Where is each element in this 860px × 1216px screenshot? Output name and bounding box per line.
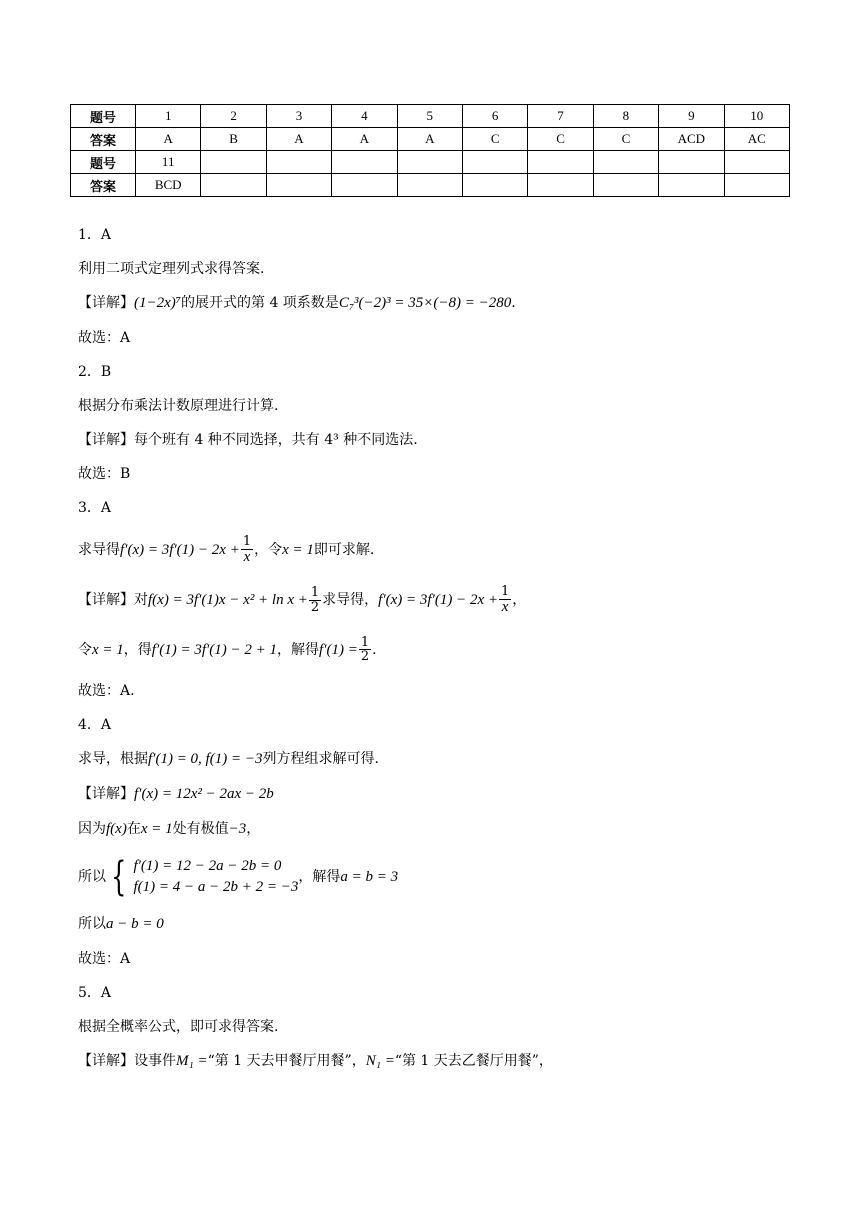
math-expression: x = 1 [92, 641, 124, 658]
table-row [71, 128, 790, 151]
q1-header: 1．A [78, 227, 112, 243]
math-expression: a = b = 3 [340, 869, 399, 886]
table-cell: A [332, 128, 397, 151]
table-cell: 2 [201, 105, 266, 128]
math-expression: f′(x) = 12x² − 2ax − 2b [134, 786, 274, 803]
table-cell: A [397, 128, 462, 151]
table-cell: 5 [397, 105, 462, 128]
detail-text: 每个班有 4 种不同选择，共有 4³ 种不同选法. [134, 432, 418, 448]
q2-detail [78, 433, 798, 447]
equation: f′(1) = 12 − 2a − 2b = 0 [133, 858, 282, 875]
table-cell: 题号 [71, 105, 136, 128]
fraction-numerator: 1 [360, 634, 370, 650]
left-brace-icon: { [111, 854, 127, 901]
table-cell [659, 174, 724, 197]
table-cell [332, 174, 397, 197]
table-cell: A [136, 128, 201, 151]
fraction-denominator: 2 [310, 600, 320, 616]
table-cell: AC [724, 128, 789, 151]
table-row [71, 105, 790, 128]
table-cell [201, 151, 266, 174]
table-cell [397, 174, 462, 197]
q3-header: 3．A [78, 500, 112, 516]
hint-text: ，令 [254, 542, 283, 559]
table-cell: 11 [136, 151, 201, 174]
equation-system [106, 854, 299, 901]
table-cell: A [266, 128, 331, 151]
q4-detail [78, 787, 798, 802]
math-expression: x = 1 [140, 821, 173, 838]
detail-text: ，得 [123, 641, 152, 658]
q1-hint: 利用二项式定理列式求得答案. [78, 261, 265, 277]
table-cell: C [593, 128, 658, 151]
q1-detail [78, 296, 798, 311]
detail-label: 【详解】 [78, 592, 134, 609]
table-cell: 10 [724, 105, 789, 128]
math-expression: f′(x) = 3f′(1) − 2x + [378, 592, 498, 609]
q5-detail [78, 1054, 798, 1069]
math-expression: f′(1) = [319, 641, 358, 658]
fraction-denominator: x [243, 548, 251, 565]
table-cell: BCD [136, 174, 201, 197]
fraction-denominator: 2 [360, 649, 370, 665]
q2-hint: 根据分布乘法计数原理进行计算. [78, 398, 279, 414]
detail-text: 设事件 [134, 1053, 176, 1070]
hint-text: 求导，根据 [78, 751, 148, 768]
table-cell [593, 151, 658, 174]
table-cell: ACD [659, 128, 724, 151]
table-cell [659, 151, 724, 174]
detail-label: 【详解】 [78, 1053, 134, 1070]
fraction-denominator: x [501, 599, 509, 616]
detail-text: 令 [78, 641, 92, 658]
detail-text: ，解得 [298, 869, 341, 886]
table-cell [266, 151, 331, 174]
fraction [309, 586, 321, 614]
math-expression: f(x) [106, 821, 127, 838]
table-cell [724, 151, 789, 174]
q4-line-extremum [78, 822, 798, 837]
table-cell: 答案 [71, 174, 136, 197]
detail-text: 处有极值 [172, 821, 229, 838]
q1-conclusion: 故选：A [78, 330, 131, 346]
answer-table [70, 104, 790, 197]
table-cell: 7 [528, 105, 593, 128]
detail-text: ， [512, 592, 527, 609]
detail-text: 对 [134, 592, 148, 609]
q5-hint: 根据全概率公式，即可求得答案. [78, 1019, 279, 1036]
punctuation: ， [246, 821, 261, 838]
table-cell: B [201, 128, 266, 151]
solution-content [78, 228, 798, 1069]
table-cell: C [528, 128, 593, 151]
table-cell [201, 174, 266, 197]
table-cell: 3 [266, 105, 331, 128]
table-cell: 题号 [71, 151, 136, 174]
fraction [499, 585, 511, 615]
math-expression: M₁ = [176, 1053, 208, 1070]
detail-text: 所以 [78, 916, 106, 933]
math-expression: N₁ = [365, 1053, 395, 1070]
q3-conclusion: 故选：A. [78, 683, 135, 700]
table-cell [724, 174, 789, 197]
table-cell [528, 151, 593, 174]
q2-header: 2．B [78, 364, 112, 380]
table-cell: 答案 [71, 128, 136, 151]
fraction [359, 636, 371, 664]
math-expression: f′(1) = 0, f(1) = −3 [148, 751, 263, 768]
detail-label: 【详解】 [78, 786, 134, 803]
punctuation: . [372, 641, 377, 658]
hint-text: 即可求解. [313, 542, 375, 559]
table-cell [397, 151, 462, 174]
table-cell: 4 [332, 105, 397, 128]
q4-conclusion: 故选：A [78, 951, 131, 968]
detail-label: 【详解】 [78, 295, 134, 311]
q3-detail [78, 585, 798, 615]
math-expression: a − b = 0 [106, 916, 164, 933]
detail-text: ，解得 [277, 641, 320, 658]
q4-result [78, 917, 798, 932]
detail-text: 在 [126, 821, 141, 838]
detail-text: 的展开式的第 4 项系数是 [181, 295, 339, 311]
table-cell [266, 174, 331, 197]
table-cell: 6 [462, 105, 527, 128]
detail-text: 所以 [78, 869, 106, 886]
table-cell: 8 [593, 105, 658, 128]
table-cell [462, 151, 527, 174]
math-expression: C₇³(−2)³ = 35×(−8) = −280 [338, 295, 512, 311]
table-cell: C [462, 128, 527, 151]
hint-text: 求导得 [78, 542, 120, 559]
fraction [241, 535, 253, 565]
detail-text: “第 1 天去甲餐厅用餐”， [207, 1053, 366, 1070]
hint-text: 列方程组求解可得. [262, 751, 379, 768]
math-expression: −3 [228, 821, 247, 838]
math-expression: f′(1) = 3f′(1) − 2 + 1 [151, 641, 278, 658]
math-expression: (1−2x)⁷ [134, 295, 181, 311]
q3-detail-line2 [78, 636, 798, 664]
detail-text: “第 1 天去乙餐厅用餐”， [394, 1053, 553, 1070]
equation: f(1) = 4 − a − 2b + 2 = −3 [133, 879, 299, 896]
detail-text: 因为 [78, 821, 106, 838]
table-cell: 1 [136, 105, 201, 128]
table-row [71, 174, 790, 197]
q4-system [78, 854, 798, 901]
math-expression: x = 1 [282, 542, 314, 559]
q3-hint [78, 535, 798, 565]
fraction-numerator: 1 [500, 584, 510, 600]
math-expression: f′(x) = 3f′(1) − 2x + [120, 542, 240, 559]
punctuation: . [511, 295, 516, 311]
q4-header: 4．A [78, 717, 112, 734]
math-expression: f(x) = 3f′(1)x − x² + ln x + [148, 592, 308, 609]
table-cell [462, 174, 527, 197]
table-cell [332, 151, 397, 174]
fraction-numerator: 1 [242, 534, 252, 549]
q4-hint [78, 752, 798, 767]
q5-header: 5．A [78, 985, 112, 1002]
fraction-numerator: 1 [310, 585, 320, 601]
table-cell [528, 174, 593, 197]
detail-label: 【详解】 [78, 432, 134, 448]
table-row [71, 151, 790, 174]
detail-text: 求导得， [322, 592, 379, 609]
table-cell [593, 174, 658, 197]
q2-conclusion: 故选：B [78, 466, 131, 482]
table-cell: 9 [659, 105, 724, 128]
